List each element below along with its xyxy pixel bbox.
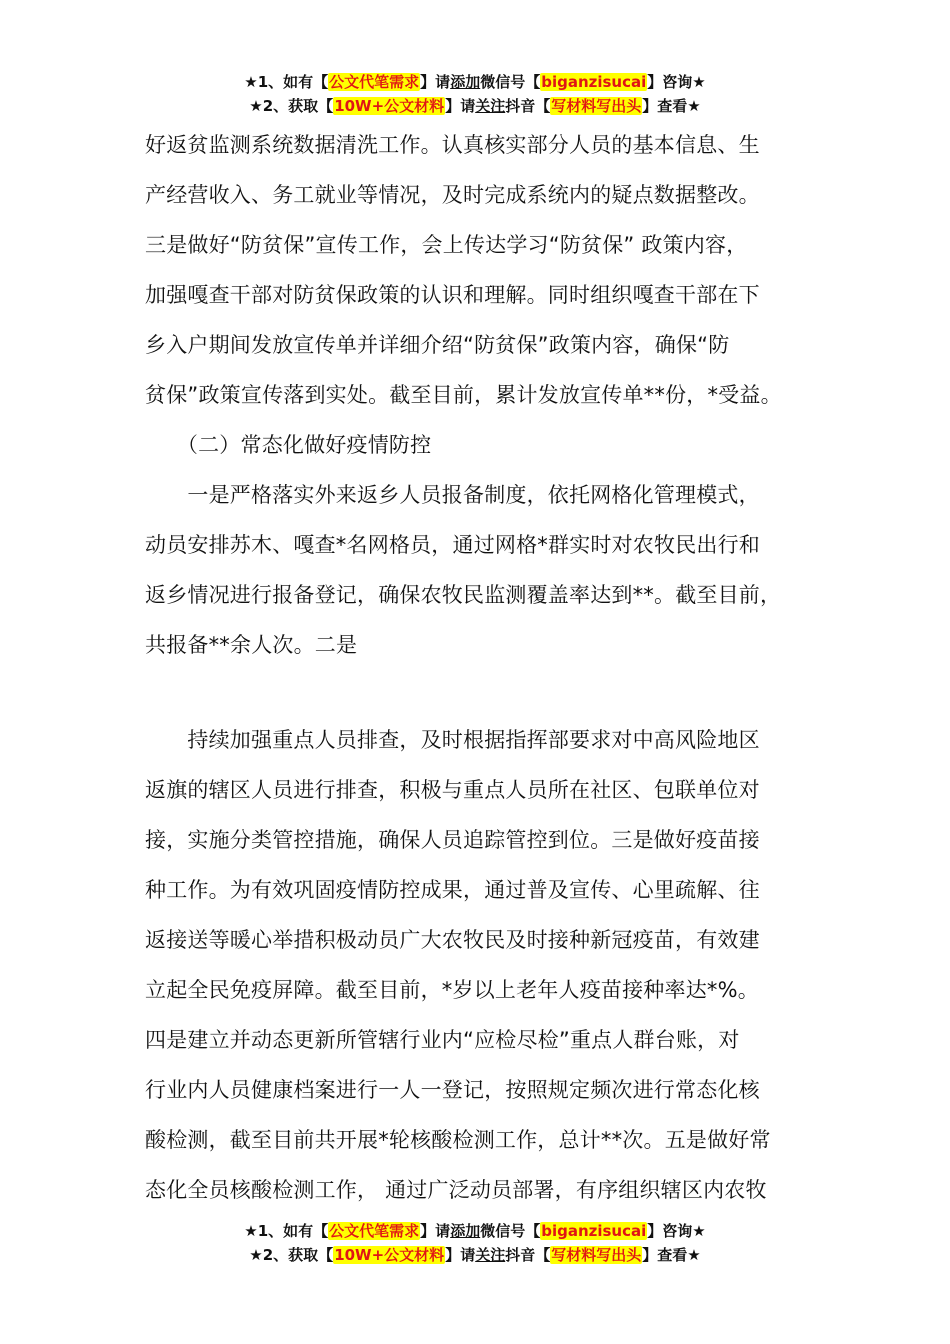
body-text-upper — [145, 120, 845, 670]
header-ad-banner — [0, 70, 950, 118]
text-line: 一是严格落实外来返乡人员报备制度，依托网格化管理模式， — [145, 483, 760, 507]
text-line: 接，实施分类管控措施，确保人员追踪管控到位。三是做好疫苗接 — [145, 828, 760, 852]
banner-highlight-douyin-account: 写材料写出头 — [551, 97, 642, 115]
text-line: 返乡情况进行报备登记，确保农牧民监测覆盖率达到**。截至目前， — [145, 583, 782, 607]
banner-highlight-douyin-account: 写材料写出头 — [551, 1246, 642, 1264]
text-line: 态化全员核酸检测工作， 通过广泛动员部署，有序组织辖区内农牧 — [145, 1178, 767, 1202]
banner-line-1: ★1、如有【公文代笔需求】请添加微信号【biganzisucai】咨询★ — [244, 1222, 706, 1240]
banner-highlight-materials: 10W+公文材料 — [334, 1246, 445, 1264]
text-line: 好返贫监测系统数据清洗工作。认真核实部分人员的基本信息、生 — [145, 133, 760, 157]
text-line: 行业内人员健康档案进行一人一登记，按照规定频次进行常态化核 — [145, 1078, 760, 1102]
banner-highlight-service: 公文代笔需求 — [329, 73, 420, 91]
text-line: 返旗的辖区人员进行排查，积极与重点人员所在社区、包联单位对 — [145, 778, 760, 802]
banner-line-1: ★1、如有【公文代笔需求】请添加微信号【biganzisucai】咨询★ — [244, 73, 706, 91]
banner-highlight-wechat-id: biganzisucai — [541, 1222, 647, 1240]
footer-ad-banner — [0, 1219, 950, 1267]
text-line: 贫保”政策宣传落到实处。截至目前，累计发放宣传单**份，*受益。 — [145, 383, 782, 407]
banner-line-2: ★2、获取【10W+公文材料】请关注抖音【写材料写出头】查看★ — [249, 1246, 701, 1264]
text-line: 动员安排苏木、嘎查*名网格员，通过网格*群实时对农牧民出行和 — [145, 533, 760, 557]
text-line: 种工作。为有效巩固疫情防控成果，通过普及宣传、心里疏解、往 — [145, 878, 760, 902]
banner-highlight-materials: 10W+公文材料 — [334, 97, 445, 115]
text-line: 持续加强重点人员排查，及时根据指挥部要求对中高风险地区 — [145, 728, 760, 752]
text-line: 乡入户期间发放宣传单并详细介绍“防贫保”政策内容，确保“防 — [145, 333, 730, 357]
text-line: 产经营收入、务工就业等情况，及时完成系统内的疑点数据整改。 — [145, 183, 760, 207]
section-heading: （二）常态化做好疫情防控 — [145, 433, 432, 457]
body-text-lower — [145, 715, 845, 1215]
text-line: 共报备**余人次。二是 — [145, 633, 358, 657]
banner-highlight-wechat-id: biganzisucai — [541, 73, 647, 91]
text-line: 加强嘎查干部对防贫保政策的认识和理解。同时组织嘎查干部在下 — [145, 283, 760, 307]
text-line: 四是建立并动态更新所管辖行业内“应检尽检”重点人群台账，对 — [145, 1028, 740, 1052]
banner-highlight-service: 公文代笔需求 — [329, 1222, 420, 1240]
text-line: 酸检测，截至目前共开展*轮核酸检测工作，总计**次。五是做好常 — [145, 1128, 771, 1152]
text-line: 返接送等暖心举措积极动员广大农牧民及时接种新冠疫苗，有效建 — [145, 928, 760, 952]
banner-line-2: ★2、获取【10W+公文材料】请关注抖音【写材料写出头】查看★ — [249, 97, 701, 115]
text-line: 立起全民免疫屏障。截至目前，*岁以上老年人疫苗接种率达*%。 — [145, 978, 759, 1002]
text-line: 三是做好“防贫保”宣传工作，会上传达学习“防贫保” 政策内容， — [145, 233, 748, 257]
